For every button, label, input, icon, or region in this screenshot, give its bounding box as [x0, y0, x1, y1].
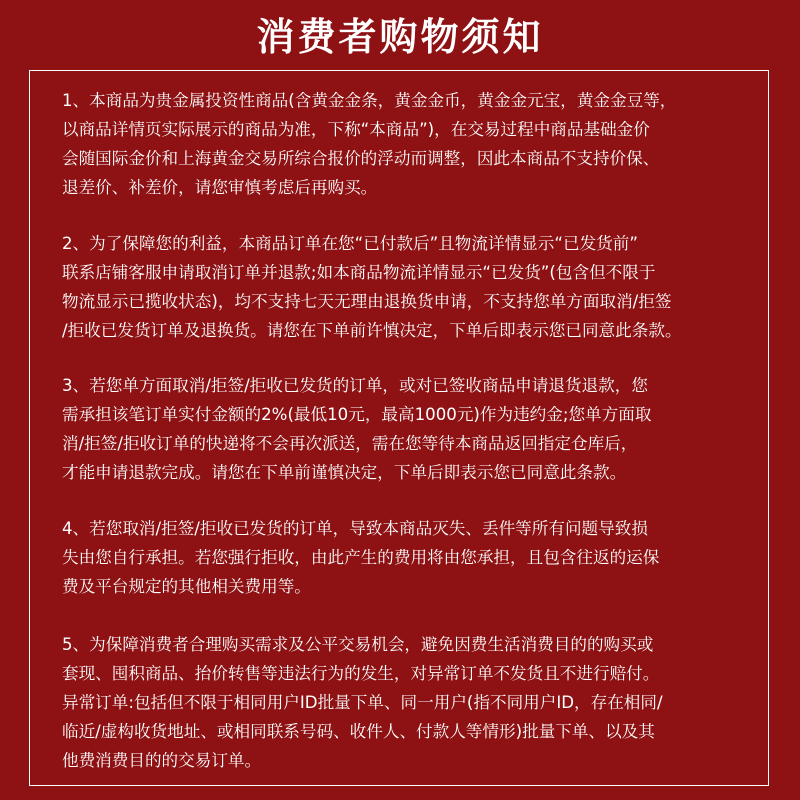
clause-line: 4、若您取消/拒签/拒收已发货的订单，导致本商品灭失、丢件等所有问题导致损 — [62, 519, 648, 538]
clause-line: 联系店铺客服申请取消订单并退款;如本商品物流详情显示“已发货”(包含但不限于 — [62, 263, 656, 282]
clause-line: 以商品详情页实际展示的商品为准，下称“本商品”)，在交易过程中商品基础金价 — [62, 120, 650, 139]
clause-5 — [62, 630, 762, 775]
clause-line: 1、本商品为贵金属投资性商品(含黄金金条，黄金金币，黄金金元宝，黄金金豆等， — [62, 91, 677, 110]
clause-line: 他费消费目的的交易订单。 — [62, 751, 262, 770]
clause-line: 失由您自行承担。若您强行拒收，由此产生的费用将由您承担，且包含往返的运保 — [62, 548, 660, 567]
clause-line: 3、若您单方面取消/拒签/拒收已发货的订单，或对已签收商品申请退货退款，您 — [62, 376, 648, 395]
clause-line: 消/拒签/拒收订单的快递将不会再次派送，需在您等待本商品返回指定仓库后， — [62, 434, 638, 453]
page-title: 消费者购物须知 — [256, 15, 544, 59]
clause-line: 需承担该笔订单实付金额的2%(最低10元，最高1000元)作为违约金;您单方面取 — [62, 405, 652, 424]
clause-3 — [62, 371, 762, 487]
clause-line: 异常订单:包括但不限于相同用户ID批量下单、同一用户(指不同用户ID，存在相同/ — [62, 693, 663, 712]
clause-line: 套现、囤积商品、抬价转售等违法行为的发生，对异常订单不发货且不进行赔付。 — [62, 664, 660, 683]
clause-line: 物流显示已揽收状态)，均不支持七天无理由退换货申请，不支持您单方面取消/拒签 — [62, 292, 672, 311]
clause-line: 临近/虚构收货地址、或相同联系号码、收件人、付款人等情形)批量下单、以及其 — [62, 722, 655, 741]
clause-line: 2、为了保障您的利益，本商品订单在您“已付款后”且物流详情显示“已发货前” — [62, 234, 638, 253]
clause-line: 才能申请退款完成。请您在下单前谨慎决定，下单后即表示您已同意此条款。 — [62, 463, 627, 482]
clause-2 — [62, 229, 762, 345]
clause-line: 费及平台规定的其他相关费用等。 — [62, 577, 311, 596]
clause-line: 5、为保障消费者合理购买需求及公平交易机会，避免因费生活消费目的的购买或 — [62, 635, 654, 654]
clause-4 — [62, 514, 762, 601]
clause-line: 退差价、补差价，请您审慎考虑后再购买。 — [62, 178, 378, 197]
clause-1 — [62, 86, 762, 202]
clause-line: /拒收已发货订单及退换货。请您在下单前许慎决定，下单后即表示您已同意此条款。 — [62, 321, 682, 340]
clause-line: 会随国际金价和上海黄金交易所综合报价的浮动而调整，因此本商品不支持价保、 — [62, 149, 660, 168]
